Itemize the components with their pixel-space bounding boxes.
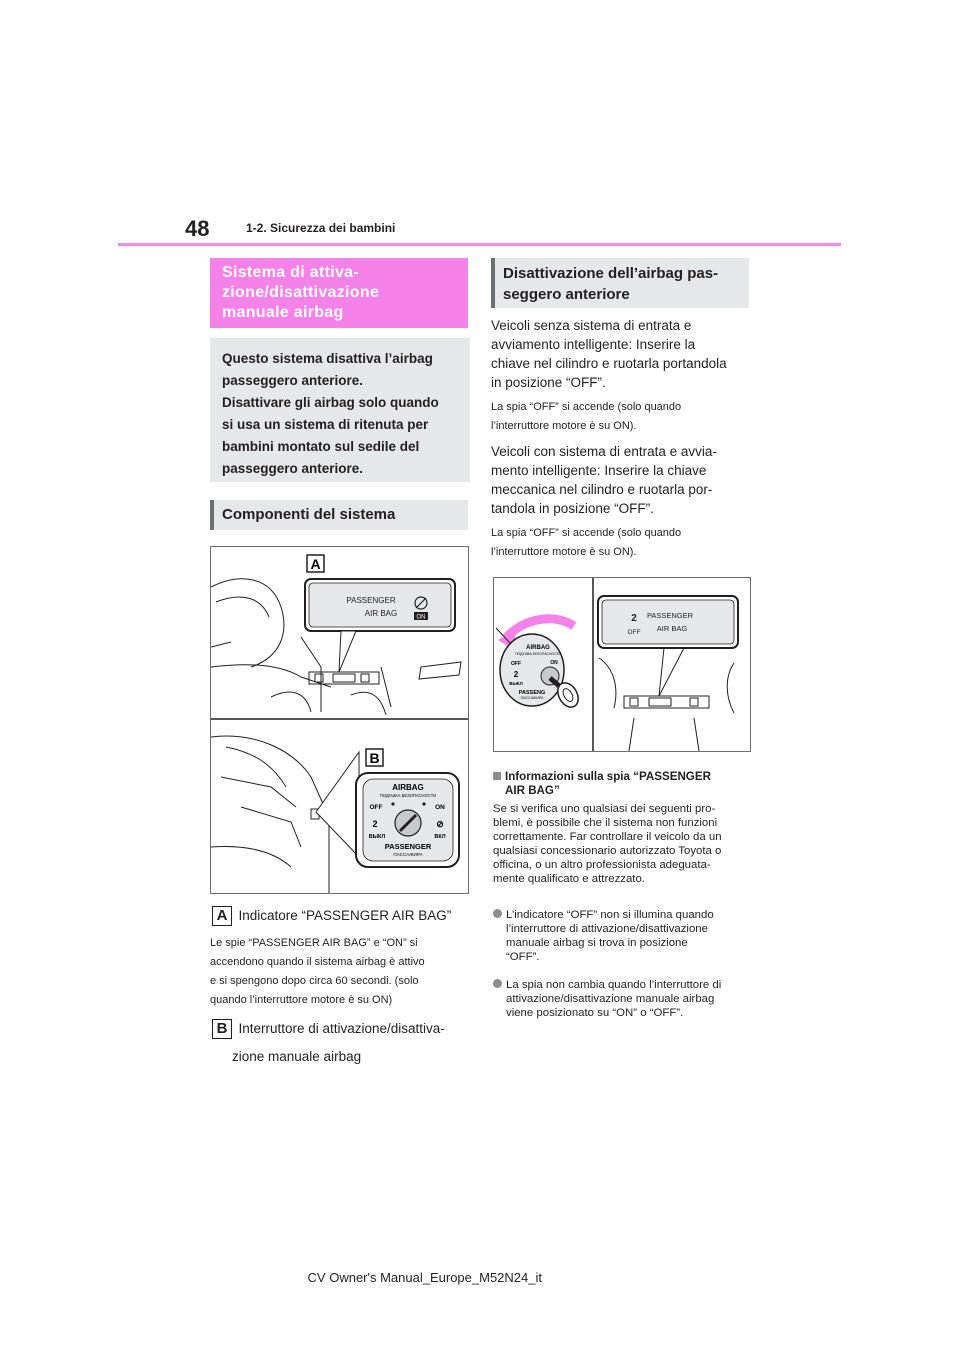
indicator-airbag: AIR BAG [364, 609, 398, 618]
note-line: l’interruttore motore è su ON). [491, 546, 637, 558]
switch-label-on-ru: ВКЛ [434, 834, 446, 840]
heading-line: manuale airbag [222, 304, 344, 321]
bullet-item [493, 908, 755, 964]
switch-label-airbag-ru: ПОДУШКА БЕЗОПАСНОСТИ [379, 793, 437, 798]
switch-label-on: ON [435, 804, 445, 811]
bullet-line: l’interruttore di attivazione/disattivazione [506, 923, 708, 935]
paragraph-no-smart-entry [491, 316, 753, 392]
section-title: 1-2. Sicurezza dei bambini [246, 221, 396, 235]
square-bullet-icon [493, 772, 501, 780]
label-a: A [212, 906, 232, 926]
switch-label-passenger: PASSENG [518, 690, 546, 696]
info-line: qualsiasi concessionario autorizzato Toyota o [493, 845, 722, 857]
callout-a: A [310, 556, 321, 572]
heading-stripe [491, 258, 495, 308]
page-number: 48 [185, 216, 210, 241]
intro-line: passeggero anteriore. [222, 461, 364, 476]
figure-key-switch [493, 577, 751, 752]
switch-label-off-ru: ВЫКЛ [368, 834, 386, 840]
desc-line: accendono quando il sistema airbag è attivo [210, 956, 425, 968]
indicator-off: OFF [627, 629, 641, 636]
item-b-text-line: Interruttore di attivazione/disattiva- [238, 1021, 445, 1036]
info-line: mente qualificato e attrezzato. [493, 873, 645, 885]
note-line: La spia “OFF” si accende (solo quando [491, 401, 682, 413]
para-line: tandola in posizione “OFF”. [491, 501, 654, 516]
info-heading-line: AIR BAG” [505, 784, 560, 797]
svg-text:2: 2 [372, 819, 378, 829]
switch-label-airbag-ru: ПОДУШКА БЕЗОПАСНОСТИ [515, 652, 561, 656]
bullet-line: “OFF”. [506, 951, 540, 963]
para-line: Veicoli senza sistema di entrata e [491, 318, 692, 333]
info-line: officina, o un altro professionista adeguata- [493, 859, 711, 871]
key-switch-illustration [494, 578, 750, 751]
heading-line: zione/disattivazione [222, 284, 380, 301]
heading-stripe [210, 500, 214, 530]
footer-text: CV Owner's Manual_Europe_M52N24_it [307, 1270, 542, 1285]
deactivation-heading-bar [491, 258, 749, 308]
item-a-text: Indicatore “PASSENGER AIR BAG” [238, 908, 452, 923]
para-line: avviamento intelligente: Inserire la [491, 337, 696, 352]
desc-line: quando l’interruttore motore è su ON) [210, 994, 393, 1006]
note-line: l’interruttore motore è su ON). [491, 420, 637, 432]
callout-b: B [369, 750, 380, 766]
figure-system-components [210, 546, 469, 894]
bullet-line: La spia non cambia quando l’interruttore di [506, 979, 722, 991]
components-heading: Componenti del sistema [222, 506, 396, 523]
switch-label-on: ON [550, 660, 558, 666]
info-heading [493, 770, 753, 798]
heading-line: Sistema di attiva- [222, 264, 360, 281]
bullet-line: L’indicatore “OFF” non si illumina quando [506, 909, 714, 921]
info-text [493, 802, 755, 886]
svg-text:2: 2 [631, 613, 637, 624]
intro-line: Disattivare gli airbag solo quando [222, 395, 439, 410]
paragraph-smart-entry [491, 442, 753, 518]
svg-text:2: 2 [513, 670, 519, 679]
label-b: B [212, 1019, 232, 1039]
bullet-line: manuale airbag si trova in posizione [506, 937, 688, 949]
indicator-on: ON [416, 614, 426, 621]
item-b-text-line: zione manuale airbag [232, 1049, 362, 1064]
components-heading-bar [210, 500, 468, 530]
heading-line: seggero anteriore [503, 286, 630, 303]
item-a [212, 906, 451, 926]
indicator-airbag: AIR BAG [656, 624, 688, 633]
item-b [212, 1019, 445, 1039]
switch-label-off: OFF [511, 661, 521, 667]
note-line: La spia “OFF” si accende (solo quando [491, 527, 682, 539]
bullet-icon [493, 909, 502, 918]
intro-line: bambini montato sul sedile del [222, 439, 420, 454]
switch-label-passenger-ru: ПАССАЖИРА [393, 852, 423, 857]
info-line: correttamente. Far controllare il veicolo da un [493, 831, 722, 843]
intro-box [210, 338, 470, 482]
desc-line: Le spie “PASSENGER AIR BAG” e “ON” si [210, 937, 418, 949]
bullet-line: attivazione/disattivazione manuale airbag [506, 993, 715, 1005]
bullet-line: viene posizionato su “ON” o “OFF”. [506, 1007, 684, 1019]
info-heading-line: Informazioni sulla spia “PASSENGER [505, 770, 711, 783]
switch-label-airbag: AIRBAG [392, 783, 424, 792]
switch-label-passenger: PASSENGER [384, 842, 432, 851]
info-line: blemi, è possibile che il sistema non funzioni [493, 817, 718, 829]
intro-line: si usa un sistema di ritenuta per [222, 417, 429, 432]
intro-line: passeggero anteriore. [222, 373, 364, 388]
para-line: Veicoli con sistema di entrata e avvia- [491, 444, 717, 459]
para-line: chiave nel cilindro e ruotarla portandola [491, 356, 727, 371]
section-heading [222, 263, 462, 323]
para-line: mento intelligente: Inserire la chiave [491, 463, 707, 478]
indicator-passenger: PASSENGER [346, 596, 396, 605]
intro-text [222, 348, 462, 480]
dashboard-illustration [211, 547, 468, 893]
desc-line: e si spengono dopo circa 60 secondi. (solo [210, 975, 419, 987]
switch-label-passenger-ru: ПАССАЖИРА [520, 696, 544, 700]
bullet-item [493, 978, 755, 1020]
note-smart-entry [491, 524, 751, 562]
para-line: in posizione “OFF”. [491, 375, 606, 390]
switch-label-airbag: AIRBAG [526, 645, 550, 651]
heading-line: Disattivazione dell’airbag pas- [503, 265, 719, 282]
section-heading-box [210, 258, 468, 328]
bullet-icon [493, 979, 502, 988]
note-no-smart-entry [491, 398, 751, 436]
info-line: Se si verifica uno qualsiasi dei seguenti pro- [493, 803, 716, 815]
header-rule [118, 243, 841, 246]
switch-label-off: OFF [369, 804, 383, 811]
para-line: meccanica nel cilindro e ruotarla por- [491, 482, 713, 497]
switch-label-off-ru: ВЫКЛ [509, 681, 523, 686]
intro-line: Questo sistema disattiva l’airbag [222, 351, 433, 366]
item-a-description [210, 934, 468, 1010]
indicator-passenger: PASSENGER [646, 611, 694, 620]
svg-text:⊘: ⊘ [436, 819, 444, 829]
deactivation-heading [503, 263, 743, 305]
